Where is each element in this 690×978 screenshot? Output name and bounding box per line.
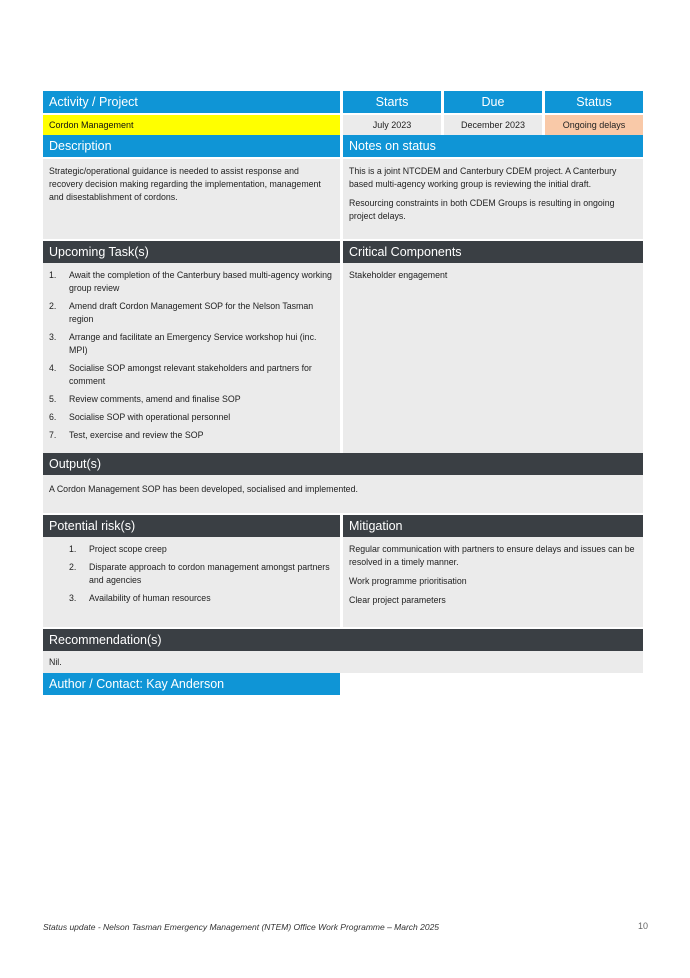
list-item: 1. Project scope creep — [69, 544, 167, 554]
output-header: Output(s) — [43, 453, 643, 475]
list-item: 3. Availability of human resources — [69, 593, 211, 603]
mitigation-paragraph: Work programme prioritisation — [349, 576, 467, 586]
risk-body — [43, 537, 340, 627]
description-body — [43, 159, 340, 239]
list-item: 2. Disparate approach to cordon management amongst partners and agencies — [69, 562, 330, 585]
description-header: Description — [43, 135, 340, 157]
list-item: 1. Await the completion of the Canterbury based multi-agency working group review — [49, 270, 332, 293]
due-header: Due — [444, 91, 542, 113]
output-text: A Cordon Management SOP has been developed, socialised and implemented. — [49, 484, 358, 494]
recommendation-header: Recommendation(s) — [43, 629, 643, 651]
notes-paragraph: This is a joint NTCDEM and Canterbury CDEM project. A Canterbury based multi-agency working group is reviewing the initial draft. — [349, 166, 617, 189]
upcoming-list — [49, 269, 334, 442]
list-item: 7. Test, exercise and review the SOP — [49, 430, 204, 440]
list-item: 2. Amend draft Cordon Management SOP for the Nelson Tasman region — [49, 301, 314, 324]
recommendation-body — [43, 651, 643, 673]
project-name: Cordon Management — [43, 115, 340, 135]
mitigation-header: Mitigation — [343, 515, 643, 537]
critical-text: Stakeholder engagement — [349, 270, 448, 280]
notes-paragraph: Resourcing constraints in both CDEM Groups is resulting in ongoing project delays. — [349, 198, 615, 221]
project-status: Ongoing delays — [545, 115, 643, 135]
critical-body — [343, 263, 643, 453]
list-item: 4. Socialise SOP amongst relevant stakeholders and partners for comment — [49, 363, 312, 386]
starts-header: Starts — [343, 91, 441, 113]
notes-header: Notes on status — [343, 135, 643, 157]
list-item: 6. Socialise SOP with operational personnel — [49, 412, 231, 422]
recommendation-text: Nil. — [49, 657, 62, 667]
activity-header: Activity / Project — [43, 91, 340, 113]
footer-text: Status update - Nelson Tasman Emergency Management (NTEM) Office Work Programme – March 2025 — [43, 922, 440, 932]
mitigation-paragraph: Clear project parameters — [349, 595, 446, 605]
author-contact: Author / Contact: Kay Anderson — [43, 673, 340, 695]
list-item: 3. Arrange and facilitate an Emergency Service workshop hui (inc. MPI) — [49, 332, 317, 355]
critical-header: Critical Components — [343, 241, 643, 263]
output-body — [43, 475, 643, 513]
mitigation-paragraph: Regular communication with partners to ensure delays and issues can be resolved in a timely manner. — [349, 544, 635, 567]
status-header: Status — [545, 91, 643, 113]
upcoming-body — [43, 263, 340, 453]
risk-list — [49, 543, 334, 605]
notes-body — [343, 159, 643, 239]
mitigation-body — [343, 537, 643, 627]
project-due: December 2023 — [444, 115, 542, 135]
risk-header: Potential risk(s) — [43, 515, 340, 537]
header-row — [43, 91, 643, 113]
project-starts: July 2023 — [343, 115, 441, 135]
project-row — [43, 115, 643, 135]
upcoming-header: Upcoming Task(s) — [43, 241, 340, 263]
status-table — [43, 91, 643, 695]
list-item: 5. Review comments, amend and finalise SOP — [49, 394, 241, 404]
description-text: Strategic/operational guidance is needed to assist response and recovery decision making regarding the implementation, management and disestablishment of cordons. — [49, 166, 321, 202]
page-number: 10 — [638, 921, 649, 931]
